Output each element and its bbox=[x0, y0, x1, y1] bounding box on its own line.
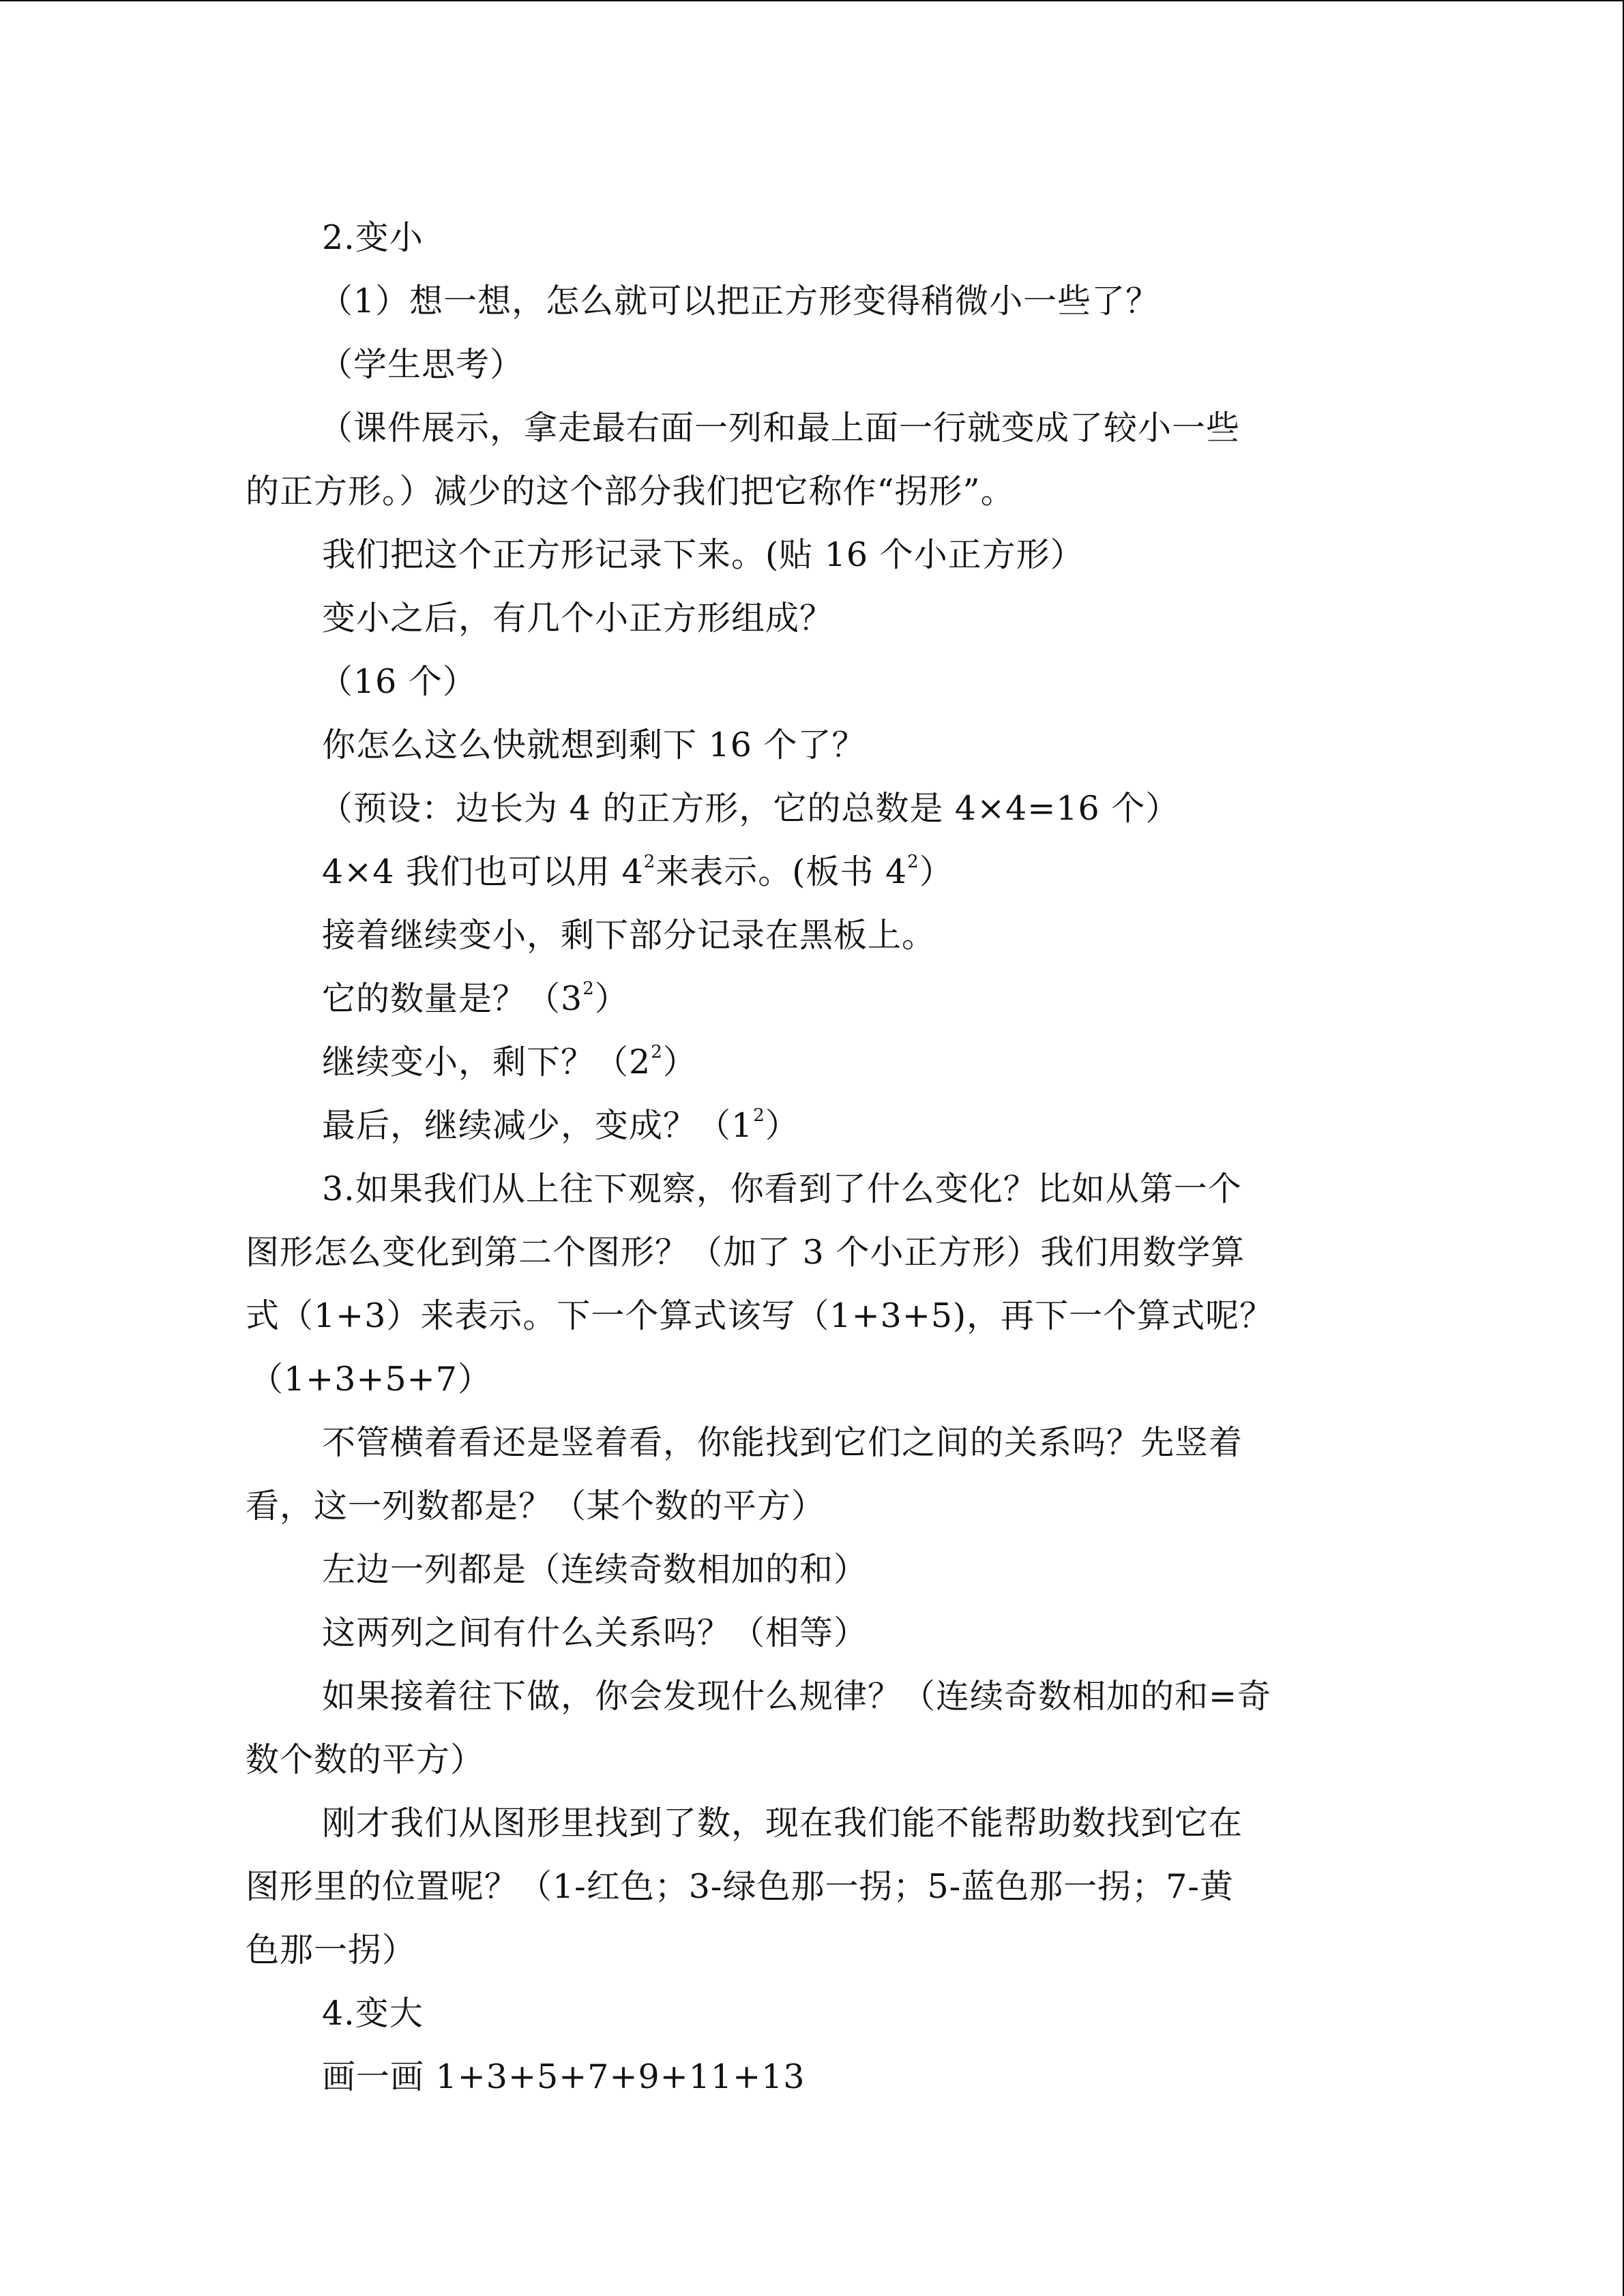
line-text: （学生思考） bbox=[319, 345, 525, 384]
text-line bbox=[246, 1094, 1364, 1157]
line-text: 的正方形。）减少的这个部分我们把它称作“拐形”。 bbox=[246, 472, 1015, 511]
line-text: 如果接着往下做，你会发现什么规律？（连续奇数相加的和=奇 bbox=[322, 1677, 1272, 1716]
text-line bbox=[246, 1728, 1364, 1791]
text-line bbox=[246, 1601, 1364, 1665]
document-body bbox=[246, 206, 1364, 2108]
text-line bbox=[246, 523, 1364, 586]
text-line bbox=[246, 1474, 1364, 1538]
line-text: 继续变小，剩下？（2 bbox=[322, 1043, 651, 1082]
text-line bbox=[246, 1665, 1364, 1728]
line-text: 2.变小 bbox=[322, 218, 424, 257]
text-line bbox=[246, 713, 1364, 777]
line-text: 色那一拐） bbox=[246, 1930, 417, 1969]
superscript-exponent: 2 bbox=[753, 1105, 765, 1126]
line-text: （1+3+5+7） bbox=[250, 1360, 492, 1399]
text-line bbox=[246, 586, 1364, 650]
text-line bbox=[246, 1411, 1364, 1474]
text-line bbox=[246, 2045, 1364, 2108]
line-text: （1）想一想，怎么就可以把正方形变得稍微小一些了？ bbox=[319, 282, 1160, 320]
line-text: 它的数量是？（3 bbox=[322, 979, 583, 1018]
line-text: 这两列之间有什么关系吗？（相等） bbox=[322, 1613, 868, 1652]
text-line bbox=[246, 333, 1364, 396]
text-line bbox=[246, 1918, 1364, 1982]
superscript-exponent: 2 bbox=[643, 851, 656, 872]
line-text: 图形里的位置呢？（1-红色；3-绿色那一拐；5-蓝色那一拐；7-黄 bbox=[246, 1867, 1234, 1906]
line-text: 数个数的平方） bbox=[246, 1740, 485, 1779]
text-line bbox=[246, 396, 1364, 460]
superscript-exponent: 2 bbox=[907, 851, 919, 872]
text-line bbox=[246, 269, 1364, 333]
line-text: 你怎么这么快就想到剩下 16 个了？ bbox=[322, 726, 866, 764]
line-text: （课件展示，拿走最右面一列和最上面一行就变成了较小一些 bbox=[319, 408, 1241, 447]
line-text: ） bbox=[662, 1043, 697, 1082]
line-text: （16 个） bbox=[319, 662, 477, 701]
text-line bbox=[246, 1791, 1364, 1855]
line-text: 来表示。(板书 4 bbox=[655, 852, 908, 891]
superscript-exponent: 2 bbox=[651, 1041, 663, 1062]
text-line bbox=[246, 840, 1364, 904]
text-line bbox=[246, 460, 1364, 523]
line-text: 4.变大 bbox=[322, 1994, 424, 2033]
line-text: 看，这一列数都是？（某个数的平方） bbox=[246, 1487, 826, 1525]
line-text: 图形怎么变化到第二个图形？（加了 3 个小正方形）我们用数学算 bbox=[246, 1233, 1245, 1272]
text-line bbox=[246, 777, 1364, 840]
line-text: （预设：边长为 4 的正方形，它的总数是 4×4=16 个） bbox=[319, 789, 1180, 828]
line-text: 式（1+3）来表示。下一个算式该写（1+3+5)，再下一个算式呢？ bbox=[246, 1296, 1274, 1335]
text-line bbox=[246, 650, 1364, 713]
text-line bbox=[246, 1221, 1364, 1284]
line-text: ） bbox=[594, 979, 629, 1018]
text-line bbox=[246, 1284, 1364, 1347]
text-line bbox=[246, 1855, 1364, 1918]
line-text: 接着继续变小，剩下部分记录在黑板上。 bbox=[322, 916, 936, 955]
text-line bbox=[246, 904, 1364, 967]
text-line bbox=[246, 1538, 1364, 1601]
line-text: 不管横着看还是竖着看，你能找到它们之间的关系吗？先竖着 bbox=[322, 1423, 1243, 1462]
line-text: 4×4 我们也可以用 4 bbox=[322, 852, 644, 891]
text-line bbox=[246, 1030, 1364, 1094]
text-line bbox=[246, 1982, 1364, 2045]
text-line bbox=[246, 1347, 1364, 1411]
text-line bbox=[246, 206, 1364, 269]
superscript-exponent: 2 bbox=[582, 978, 595, 999]
line-text: 画一画 1+3+5+7+9+11+13 bbox=[322, 2057, 806, 2096]
text-line bbox=[246, 1157, 1364, 1221]
line-text: ） bbox=[765, 1106, 799, 1145]
line-text: 刚才我们从图形里找到了数，现在我们能不能帮助数找到它在 bbox=[322, 1804, 1243, 1843]
line-text: 最后，继续减少，变成？（1 bbox=[322, 1106, 754, 1145]
line-text: 变小之后，有几个小正方形组成？ bbox=[322, 599, 834, 638]
line-text: ） bbox=[919, 852, 954, 891]
line-text: 左边一列都是（连续奇数相加的和） bbox=[322, 1550, 868, 1589]
text-line bbox=[246, 967, 1364, 1030]
line-text: 我们把这个正方形记录下来。(贴 16 个小正方形） bbox=[322, 535, 1084, 574]
line-text: 3.如果我们从上往下观察，你看到了什么变化？比如从第一个 bbox=[322, 1169, 1242, 1208]
